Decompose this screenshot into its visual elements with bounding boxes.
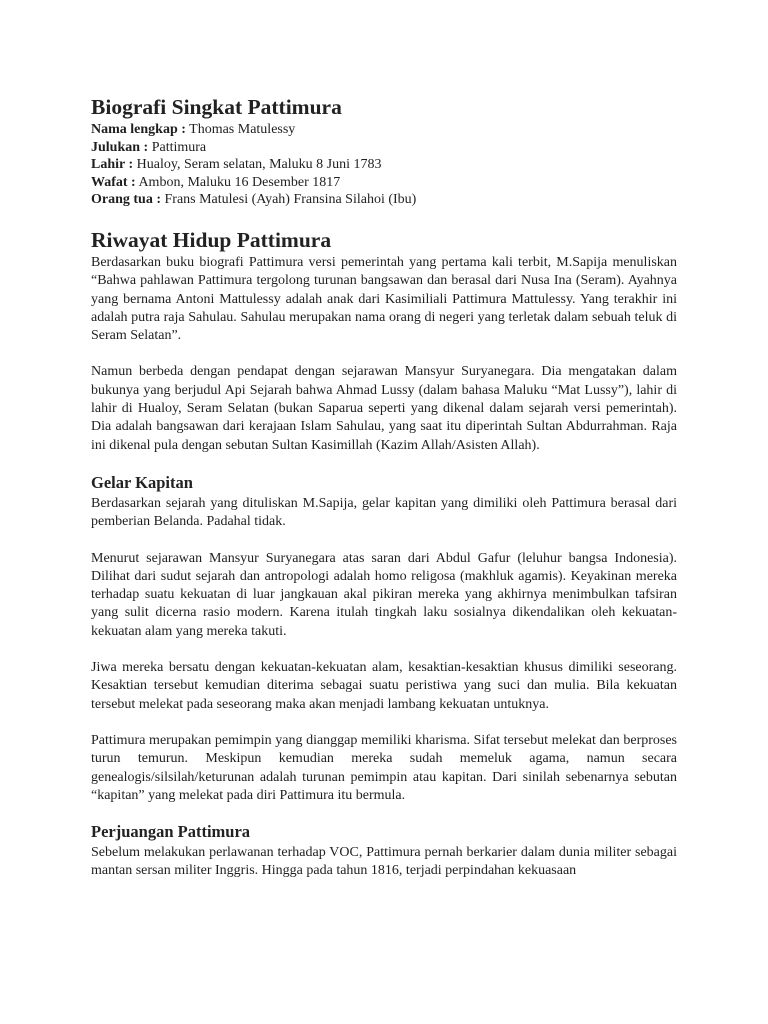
- paragraph: Sebelum melakukan perlawanan terhadap VOC, Pattimura pernah berkarier dalam dunia militer sebagai mantan sersan militer Inggris. Hingga pada tahun 1816, terjadi perpindahan kekuasaan: [91, 845, 677, 879]
- bio-label: Orang tua :: [91, 192, 161, 208]
- bio-label: Julukan :: [91, 139, 149, 155]
- bio-value: Hualoy, Seram selatan, Maluku 8 Juni 1783: [133, 157, 382, 173]
- bio-label: Lahir :: [91, 157, 134, 173]
- bio-label: Wafat :: [91, 174, 136, 190]
- bio-value: Thomas Matulessy: [185, 122, 296, 137]
- paragraph: Menurut sejarawan Mansyur Suryanegara atas saran dari Abdul Gafur (leluhur bangsa Indonesia). Dilihat dari sudut sejarah dan antropologi adalah homo religosa (makhluk agamis). Keyakinan mereka terhadap suatu kekuatan di luar jangkauan akal pikiran mereka yang akhirnya menimbulkan tafsiran yang sulit dicerna rasio modern. Karena itulah tingkah laku sosialnya dikendalikan oleh kekuatan-kekuatan alam yang mereka takuti.: [91, 550, 677, 639]
- page-title: Biografi Singkat Pattimura: [91, 95, 342, 119]
- bio-value: Pattimura: [148, 139, 207, 155]
- paragraph: Jiwa mereka bersatu dengan kekuatan-kekuatan alam, kesaktian-kesaktian khusus dimiliki seseorang. Kesaktian tersebut kemudian diterima sebagai suatu peristiwa yang suci dan mulia. Bila kekuatan tersebut melekat pada seseorang maka akan menjadi lambang kekuatan untuknya.: [91, 660, 677, 712]
- bio-full-name: [91, 121, 677, 139]
- bio-value: Ambon, Maluku 16 Desember 1817: [135, 174, 341, 190]
- section-heading-perjuangan: Perjuangan Pattimura: [91, 822, 251, 842]
- bio-nickname: [91, 139, 677, 157]
- bio-label: Nama lengkap :: [91, 122, 186, 137]
- document-content: [91, 93, 677, 881]
- paragraph: Namun berbeda dengan pendapat dengan sejarawan Mansyur Suryanegara. Dia mengatakan dalam bukunya yang berjudul Api Sejarah bahwa Ahmad Lussy (dalam bahasa Maluku “Mat Lussy”), lahir di lahir di Hualoy, Seram Selatan (bukan Saparua seperti yang dikenal dalam sejarah versi pemerintah). Dia adalah bangsawan dari kerajaan Islam Sahulau, yang saat itu diperintah Sultan Abdurrahman. Raja ini dikenal pula dengan sebutan Sultan Kasimillah (Kazim Allah/Asisten Allah).: [91, 364, 677, 453]
- bio-died: [91, 174, 677, 192]
- bio-parents: [91, 191, 677, 209]
- section-heading-riwayat: Riwayat Hidup Pattimura: [91, 227, 332, 252]
- bio-born: [91, 156, 677, 174]
- paragraph: Berdasarkan buku biografi Pattimura versi pemerintah yang pertama kali terbit, M.Sapija menuliskan “Bahwa pahlawan Pattimura tergolong turunan bangsawan dan berasal dari Nusa Ina (Seram). Ayahnya yang bernama Antoni Mattulessy adalah anak dari Kasimiliali Pattimura Mattulessy. Yang terakhir ini adalah putra raja Sahulau. Sahulau merupakan nama orang di negeri yang terletak dalam sebuah teluk di Seram Selatan”.: [91, 254, 677, 344]
- paragraph: Pattimura merupakan pemimpin yang dianggap memiliki kharisma. Sifat tersebut melekat dan berproses turun temurun. Meskipun kemudian mereka sudah memeluk agama, namun secara genealogis/silsilah/keturunan adalah turunan pemimpin atau kapitan. Dari sinilah sebenarnya sebutan “kapitan” yang melekat pada diri Pattimura itu bermula.: [91, 732, 677, 803]
- bio-value: Frans Matulesi (Ayah) Fransina Silahoi (Ibu): [161, 192, 417, 208]
- bio-summary: [91, 121, 677, 209]
- section-heading-gelar: Gelar Kapitan: [91, 472, 193, 492]
- paragraph: Berdasarkan sejarah yang dituliskan M.Sapija, gelar kapitan yang dimiliki oleh Pattimura berasal dari pemberian Belanda. Padahal tidak.: [91, 495, 677, 530]
